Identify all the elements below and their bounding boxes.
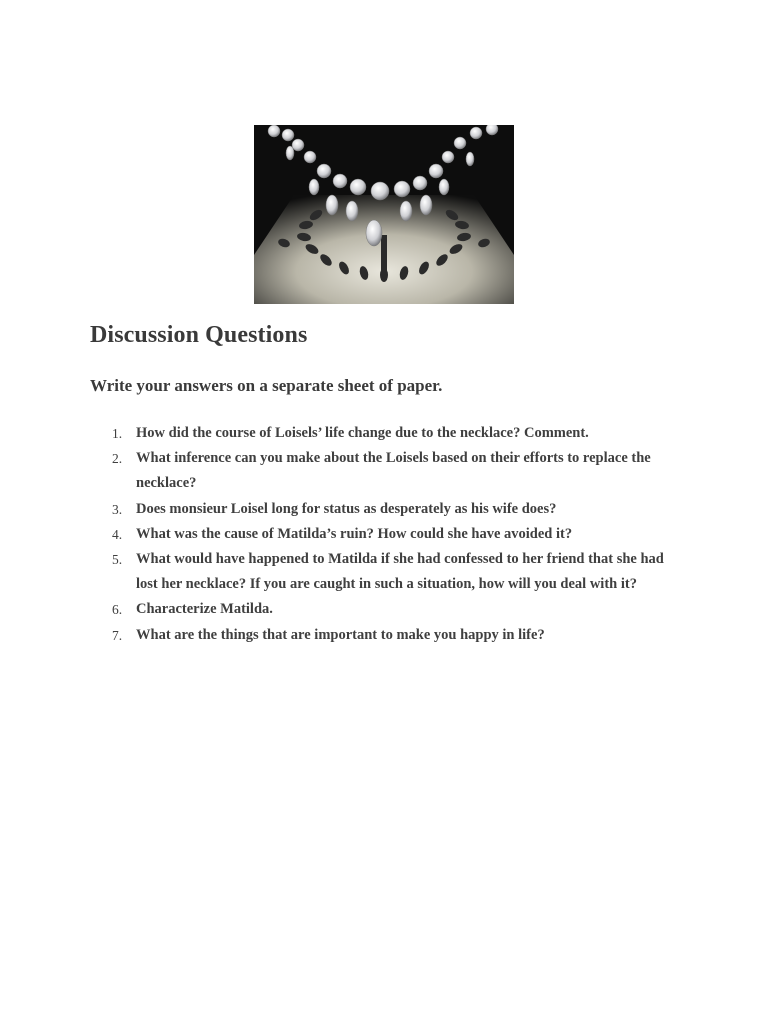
question-text: How did the course of Loisels’ life change due to the necklace? Comment. <box>136 425 589 441</box>
list-item <box>90 421 680 446</box>
list-number: 6. <box>112 602 123 618</box>
list-number: 7. <box>112 627 123 643</box>
question-text: What are the things that are important to make you happy in life? <box>136 626 545 643</box>
question-text: What would have happened to Matilda if she had confessed to her friend that she had lost her necklace? If you are caught in such a situation, how will you deal with it? <box>136 551 664 593</box>
list-number: 2. <box>112 451 123 467</box>
list-item <box>90 446 680 496</box>
question-text: Does monsieur Loisel long for status as desperately as his wife does? <box>136 500 557 517</box>
question-list <box>90 421 680 648</box>
question-text: What was the cause of Matilda’s ruin? How could she have avoided it? <box>136 525 573 542</box>
necklace-photo <box>254 125 514 304</box>
list-number: 4. <box>112 526 123 542</box>
page-title: Discussion Questions <box>90 322 308 348</box>
list-number: 3. <box>112 501 123 517</box>
question-text: Characterize Matilda. <box>136 601 273 618</box>
list-item <box>90 623 680 648</box>
instructions: Write your answers on a separate sheet of paper. <box>90 376 443 395</box>
list-item <box>90 597 680 622</box>
question-text: What inference can you make about the Loisels based on their efforts to replace the necklace? <box>136 450 651 492</box>
necklace-image-icon <box>254 125 514 304</box>
list-item <box>90 522 680 547</box>
list-number: 1. <box>112 426 123 441</box>
list-number: 5. <box>112 552 123 568</box>
list-item <box>90 547 680 597</box>
list-item <box>90 497 680 522</box>
